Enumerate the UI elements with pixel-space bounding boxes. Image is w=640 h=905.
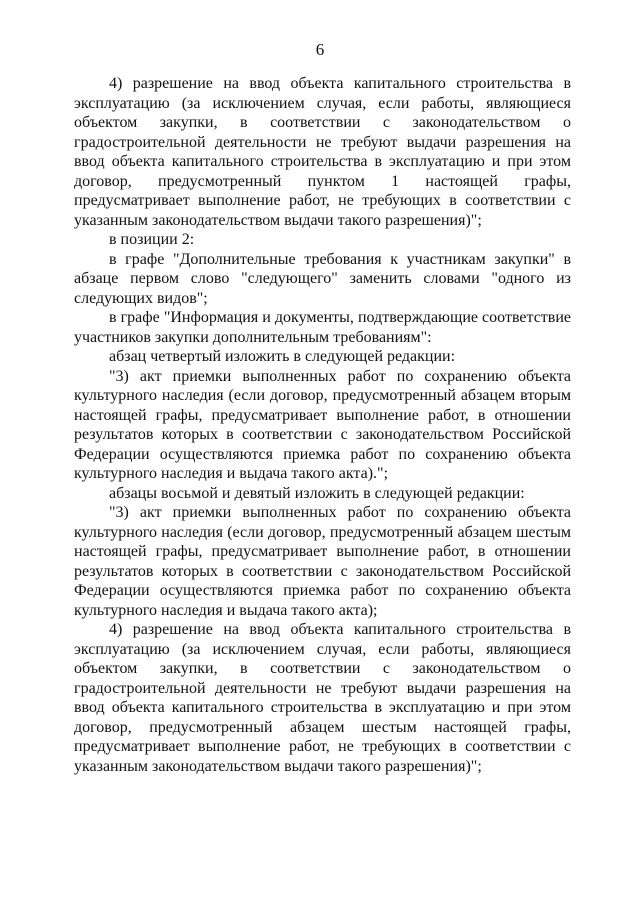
paragraph-item-4-permit-sixth: 4) разрешение на ввод объекта капитального строительства в эксплуатацию (за исключением случая, если работы, являющиеся объектом закупки, в соответствии с законодательством о градостроительной деятельности не требуют выдачи разрешения на ввод объекта капитального строительства в эксплуатацию и при этом договор, предусмотренный абзацем шестым настоящей графы, предусматривает выполнение работ, не требующих в соответствии с указанным законодательством выдачи такого разрешения)"; [74,621,571,775]
paragraph-additional-requirements: в графе "Дополнительные требования к участникам закупки" в абзаце первом слово "следующего" заменить словами "одного из следующих видов"; [74,250,571,307]
document-body [74,74,571,776]
paragraph-item-4-permit: 4) разрешение на ввод объекта капитального строительства в эксплуатацию (за исключением случая, если работы, являющиеся объектом закупки, в соответствии с законодательством о градостроительной деятельности не требуют выдачи разрешения на ввод объекта капитального строительства в эксплуатацию и при этом договор, предусмотренный пунктом 1 настоящей графы, предусматривает выполнение работ, не требующих в соответствии с указанным законодательством выдачи такого разрешения)"; [74,75,571,229]
page-number: 6 [315,40,325,59]
paragraph-acceptance-act-sixth: "3) акт приемки выполненных работ по сохранению объекта культурного наследия (если договор, предусмотренный абзацем шестым настоящей графы, предусматривает выполнение работ, в отношении результатов которых в соответствии с законодательством Российской Федерации осуществляются приемка работ по сохранению объекта культурного наследия и выдача такого акта); [74,504,571,619]
paragraph-information-documents: в графе "Информация и документы, подтверждающие соответствие участников закупки дополнительным требованиям": [74,309,571,346]
paragraph-eighth-ninth-abzac: абзацы восьмой и девятый изложить в следующей редакции: [109,484,525,502]
paragraph-fourth-abzac: абзац четвертый изложить в следующей редакции: [109,348,456,365]
paragraph-position-2: в позиции 2: [109,231,195,248]
paragraph-acceptance-act-second: "3) акт приемки выполненных работ по сохранению объекта культурного наследия (если договор, предусмотренный абзацем вторым настоящей графы, предусматривает выполнение работ, в отношении результатов которых в соответствии с законодательством Российской Федерации осуществляются приемка работ по сохранению объекта культурного наследия и выдача такого акта)."; [74,367,571,482]
